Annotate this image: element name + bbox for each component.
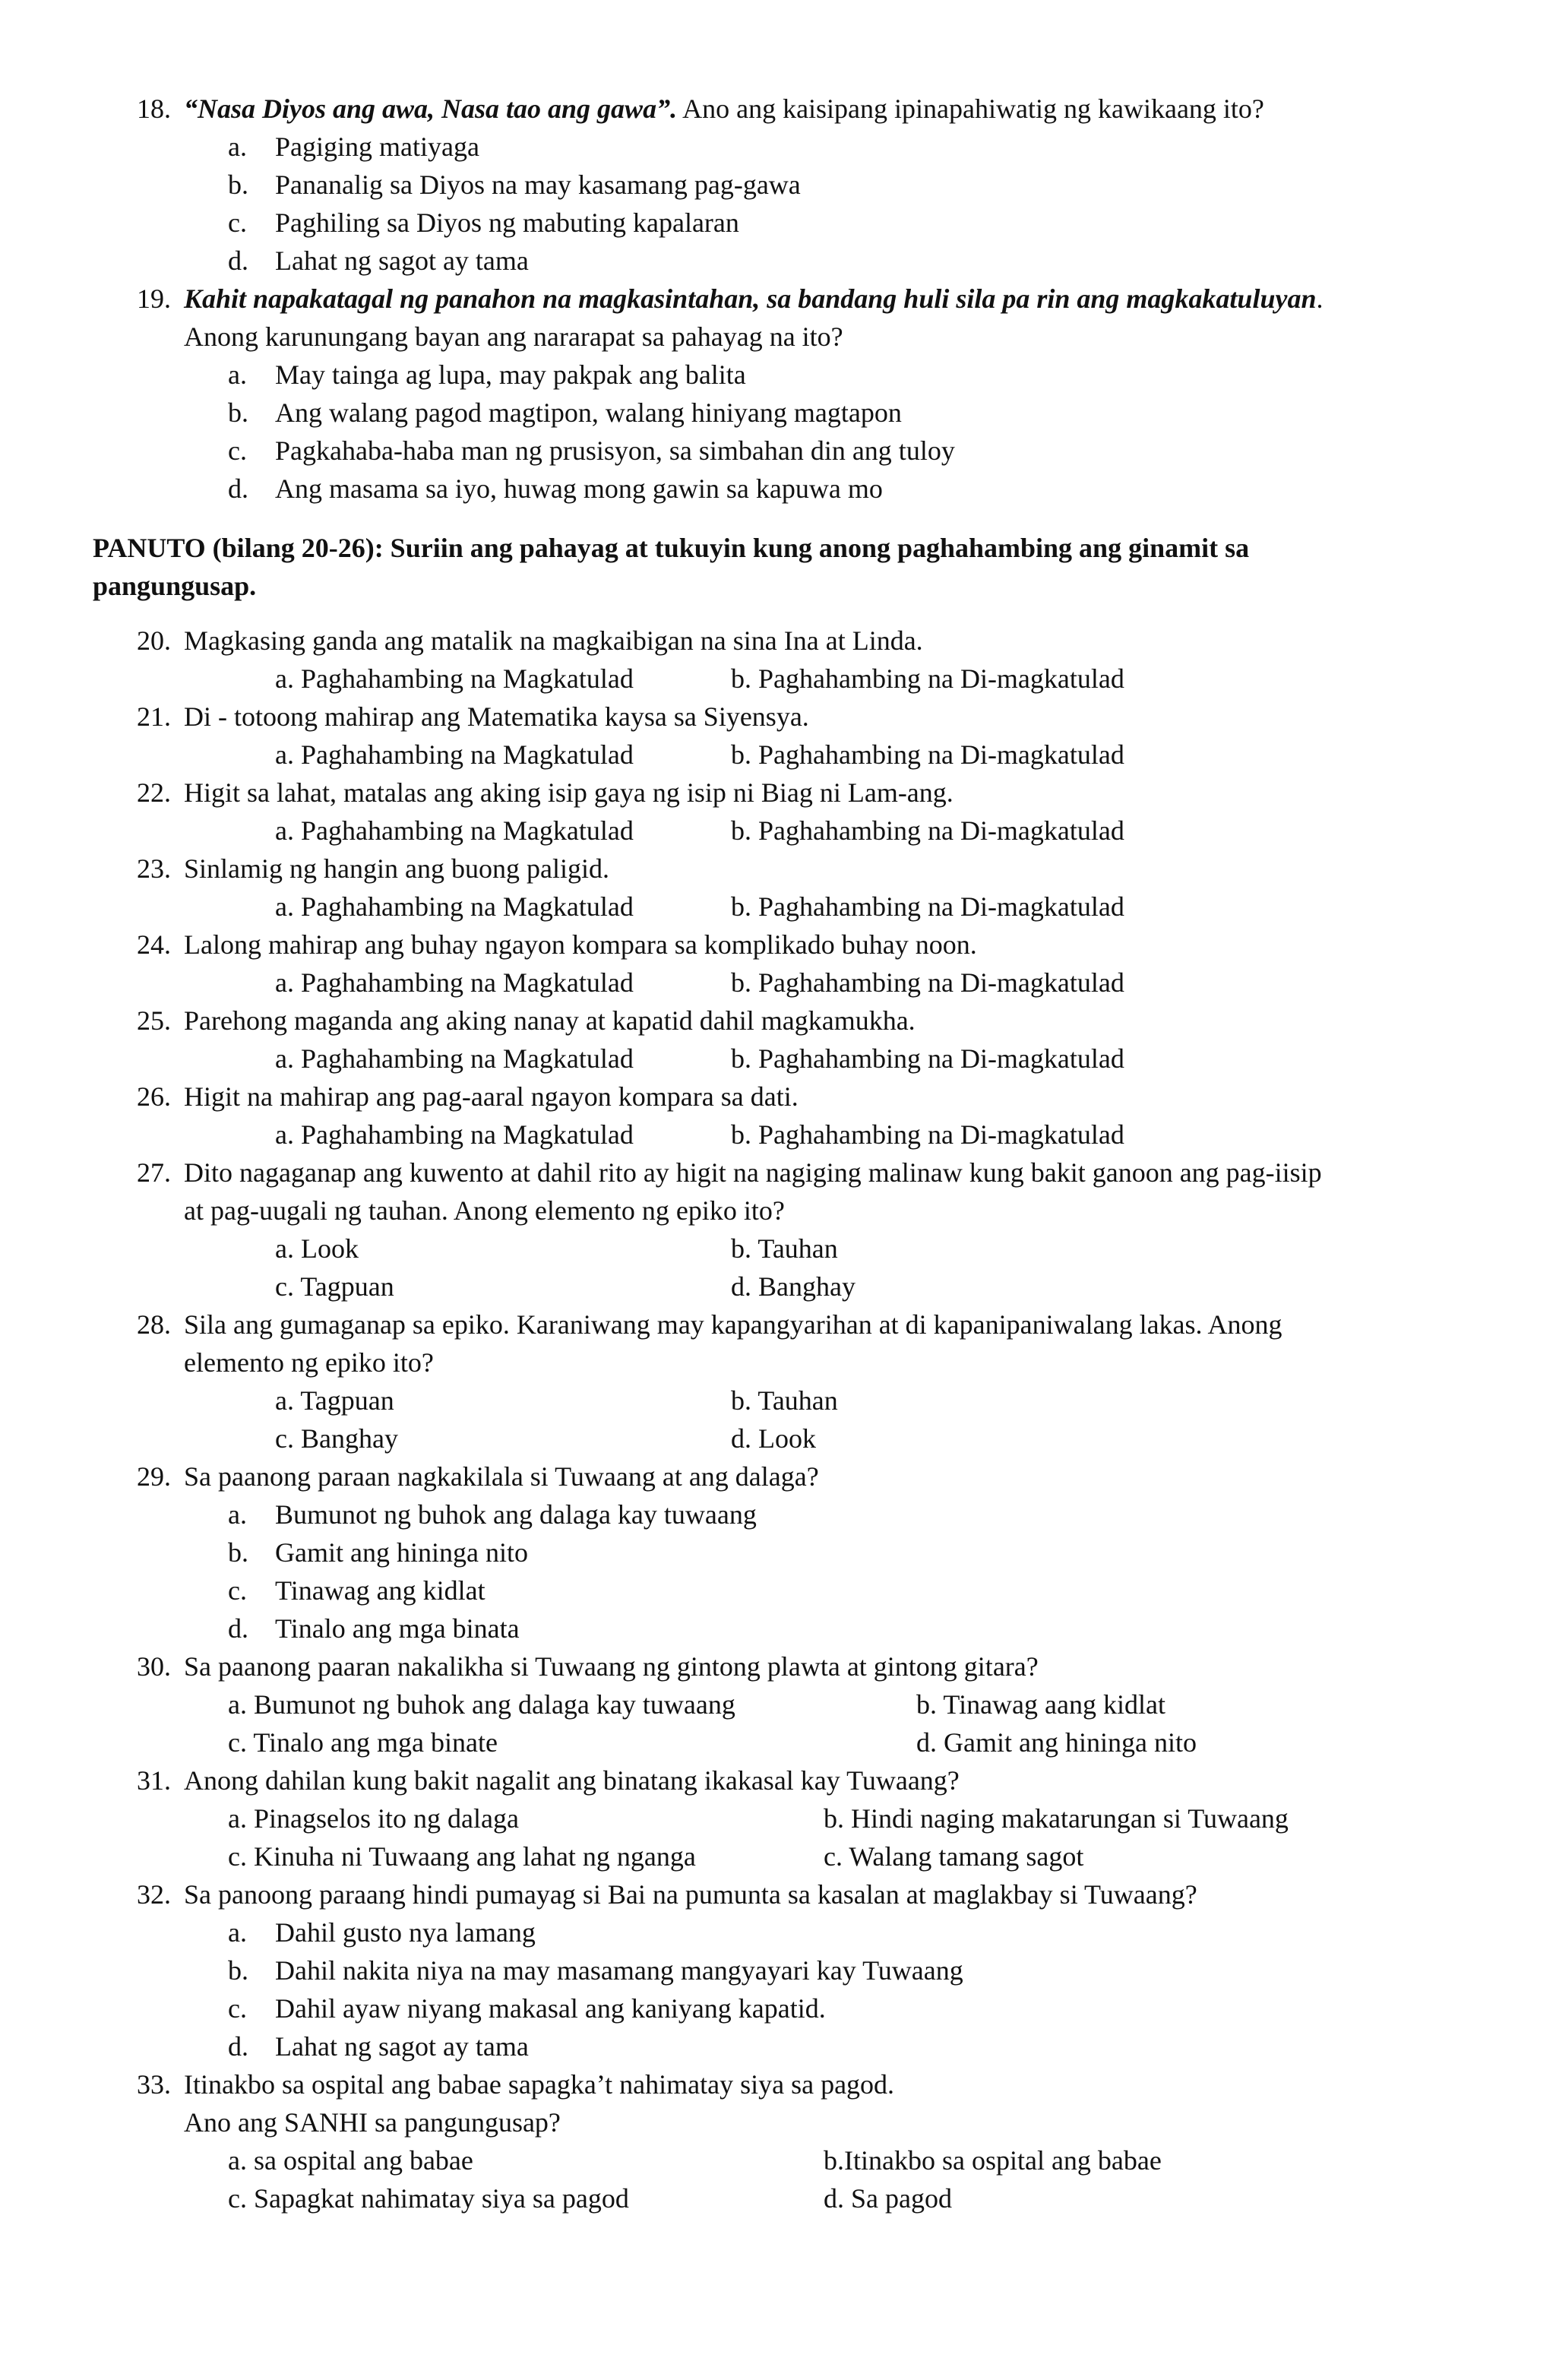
q29-choice-a: Bumunot ng buhok ang dalaga kay tuwaang (275, 1499, 757, 1530)
q29-letter-d: d. (228, 1613, 248, 1644)
q18-number: 18. (137, 93, 171, 124)
q30-text: Sa paanong paaran nakalikha si Tuwaang ng gintong plawta at gintong gitara? (184, 1651, 1039, 1682)
q31-choice-a: a. Pinagselos ito ng dalaga (228, 1803, 519, 1834)
q27-text-cont: at pag-uugali ng tauhan. Anong elemento ng epiko ito? (184, 1195, 785, 1226)
cmp-question-number: 20. (137, 625, 171, 656)
q28-text: Sila ang gumaganap sa epiko. Karaniwang may kapangyarihan at di kapanipaniwalang lakas. Anong (184, 1309, 1282, 1340)
cmp-choice-a: a. Paghahambing na Magkatulad (275, 967, 634, 998)
q32-letter-c: c. (228, 1993, 247, 2024)
panuto-heading: PANUTO (bilang 20-26): Suriin ang pahayag at tukuyin kung anong paghahambing ang ginamit sa (93, 533, 1250, 563)
cmp-question-text: Magkasing ganda ang matalik na magkaibigan na sina Ina at Linda. (184, 625, 923, 656)
cmp-choice-b: b. Paghahambing na Di-magkatulad (731, 891, 1124, 922)
q32-number: 32. (137, 1879, 171, 1910)
q30-choice-d: d. Gamit ang hininga nito (916, 1727, 1197, 1758)
cmp-choice-b: b. Paghahambing na Di-magkatulad (731, 1043, 1124, 1074)
q18-letter-d: d. (228, 245, 248, 276)
q19-question: Anong karunungang bayan ang nararapat sa pahayag na ito? (184, 321, 843, 352)
q30-number: 30. (137, 1651, 171, 1682)
q32-choice-d: Lahat ng sagot ay tama (275, 2031, 529, 2062)
q19-choice-b: Ang walang pagod magtipon, walang hiniyang magtapon (275, 397, 902, 428)
q32-choice-c: Dahil ayaw niyang makasal ang kaniyang kapatid. (275, 1993, 826, 2024)
q28-choice-a: a. Tagpuan (275, 1385, 394, 1416)
cmp-question-number: 21. (137, 701, 171, 732)
cmp-choice-a: a. Paghahambing na Magkatulad (275, 1043, 634, 1074)
q18-choice-a: Pagiging matiyaga (275, 131, 479, 162)
cmp-question-text: Parehong maganda ang aking nanay at kapatid dahil magkamukha. (184, 1005, 916, 1036)
q27-number: 27. (137, 1157, 171, 1188)
q18-letter-b: b. (228, 169, 248, 200)
q33-choice-d: d. Sa pagod (824, 2183, 952, 2214)
q28-number: 28. (137, 1309, 171, 1340)
q33-choice-b: b.Itinakbo sa ospital ang babae (824, 2145, 1162, 2176)
q31-choice-b: b. Hindi naging makatarungan si Tuwaang (824, 1803, 1289, 1834)
q31-number: 31. (137, 1765, 171, 1796)
cmp-question-number: 24. (137, 929, 171, 960)
cmp-question-number: 25. (137, 1005, 171, 1036)
q19-statement-text: Kahit napakatagal ng panahon na magkasintahan, sa bandang huli sila pa rin ang magkakatuluyan (184, 283, 1317, 314)
q19-letter-b: b. (228, 397, 248, 428)
q32-choice-a: Dahil gusto nya lamang (275, 1917, 536, 1948)
q33-question: Ano ang SANHI sa pangungusap? (184, 2107, 561, 2138)
q33-choice-c: c. Sapagkat nahimatay siya sa pagod (228, 2183, 629, 2214)
cmp-question-text: Lalong mahirap ang buhay ngayon kompara sa komplikado buhay noon. (184, 929, 977, 960)
q32-letter-b: b. (228, 1955, 248, 1986)
q28-choice-b: b. Tauhan (731, 1385, 838, 1416)
cmp-choice-a: a. Paghahambing na Magkatulad (275, 663, 634, 694)
q33-number: 33. (137, 2069, 171, 2100)
q29-letter-a: a. (228, 1499, 247, 1530)
q32-letter-a: a. (228, 1917, 247, 1948)
q28-choice-d: d. Look (731, 1423, 816, 1454)
q28-text-cont: elemento ng epiko ito? (184, 1347, 434, 1378)
cmp-question-text: Higit sa lahat, matalas ang aking isip gaya ng isip ni Biag ni Lam-ang. (184, 777, 954, 808)
q18-letter-a: a. (228, 131, 247, 162)
q30-choice-b: b. Tinawag aang kidlat (916, 1689, 1165, 1720)
q29-choice-c: Tinawag ang kidlat (275, 1575, 485, 1606)
q30-choice-c: c. Tinalo ang mga binate (228, 1727, 498, 1758)
cmp-question-text: Higit na mahirap ang pag-aaral ngayon kompara sa dati. (184, 1081, 799, 1112)
q33-text: Itinakbo sa ospital ang babae sapagka’t nahimatay siya sa pagod. (184, 2069, 895, 2100)
q29-number: 29. (137, 1461, 171, 1492)
q18-text (184, 90, 1264, 128)
cmp-question-text: Sinlamig ng hangin ang buong paligid. (184, 853, 609, 884)
q18-choice-b: Pananalig sa Diyos na may kasamang pag-gawa (275, 169, 801, 200)
cmp-question-number: 23. (137, 853, 171, 884)
q33-choice-a: a. sa ospital ang babae (228, 2145, 473, 2176)
q18-choice-d: Lahat ng sagot ay tama (275, 245, 529, 276)
cmp-choice-b: b. Paghahambing na Di-magkatulad (731, 967, 1124, 998)
q18-quote: “Nasa Diyos ang awa, Nasa tao ang gawa”. (184, 93, 678, 124)
q31-choice-d: c. Walang tamang sagot (824, 1841, 1084, 1872)
q27-choice-d: d. Banghay (731, 1271, 855, 1302)
q31-text: Anong dahilan kung bakit nagalit ang binatang ikakasal kay Tuwaang? (184, 1765, 960, 1796)
q27-choice-c: c. Tagpuan (275, 1271, 394, 1302)
cmp-question-number: 22. (137, 777, 171, 808)
q19-number: 19. (137, 283, 171, 314)
q27-text: Dito nagaganap ang kuwento at dahil rito ay higit na nagiging malinaw kung bakit ganoon ang pag-iisip (184, 1157, 1322, 1188)
cmp-choice-a: a. Paghahambing na Magkatulad (275, 891, 634, 922)
q29-letter-c: c. (228, 1575, 247, 1606)
cmp-question-text: Di - totoong mahirap ang Matematika kaysa sa Siyensya. (184, 701, 809, 732)
q32-text: Sa panoong paraang hindi pumayag si Bai na pumunta sa kasalan at maglakbay si Tuwaang? (184, 1879, 1197, 1910)
q29-letter-b: b. (228, 1537, 248, 1568)
cmp-choice-a: a. Paghahambing na Magkatulad (275, 739, 634, 770)
cmp-question-number: 26. (137, 1081, 171, 1112)
q18-question: Ano ang kaisipang ipinapahiwatig ng kawikaang ito? (677, 93, 1264, 124)
cmp-choice-b: b. Paghahambing na Di-magkatulad (731, 739, 1124, 770)
q19-letter-a: a. (228, 359, 247, 390)
q18-choice-c: Paghiling sa Diyos ng mabuting kapalaran (275, 207, 739, 238)
q31-choice-c: c. Kinuha ni Tuwaang ang lahat ng nganga (228, 1841, 696, 1872)
q19-statement (184, 280, 1323, 318)
q32-letter-d: d. (228, 2031, 248, 2062)
q32-choice-b: Dahil nakita niya na may masamang mangyayari kay Tuwaang (275, 1955, 963, 1986)
q29-text: Sa paanong paraan nagkakilala si Tuwaang at ang dalaga? (184, 1461, 819, 1492)
cmp-choice-b: b. Paghahambing na Di-magkatulad (731, 1119, 1124, 1150)
q19-letter-c: c. (228, 435, 247, 466)
cmp-choice-b: b. Paghahambing na Di-magkatulad (731, 663, 1124, 694)
q27-choice-a: a. Look (275, 1233, 359, 1264)
q28-choice-c: c. Banghay (275, 1423, 398, 1454)
q29-choice-b: Gamit ang hininga nito (275, 1537, 528, 1568)
q27-choice-b: b. Tauhan (731, 1233, 838, 1264)
q18-letter-c: c. (228, 207, 247, 238)
cmp-choice-b: b. Paghahambing na Di-magkatulad (731, 815, 1124, 846)
q19-choice-d: Ang masama sa iyo, huwag mong gawin sa kapuwa mo (275, 473, 883, 504)
q19-choice-c: Pagkahaba-haba man ng prusisyon, sa simbahan din ang tuloy (275, 435, 955, 466)
q19-choice-a: May tainga ag lupa, may pakpak ang balita (275, 359, 746, 390)
q30-choice-a: a. Bumunot ng buhok ang dalaga kay tuwaang (228, 1689, 735, 1720)
q19-letter-d: d. (228, 473, 248, 504)
q19-period: . (1316, 283, 1324, 314)
cmp-choice-a: a. Paghahambing na Magkatulad (275, 815, 634, 846)
cmp-choice-a: a. Paghahambing na Magkatulad (275, 1119, 634, 1150)
q29-choice-d: Tinalo ang mga binata (275, 1613, 520, 1644)
panuto-heading-cont: pangungusap. (93, 571, 257, 601)
